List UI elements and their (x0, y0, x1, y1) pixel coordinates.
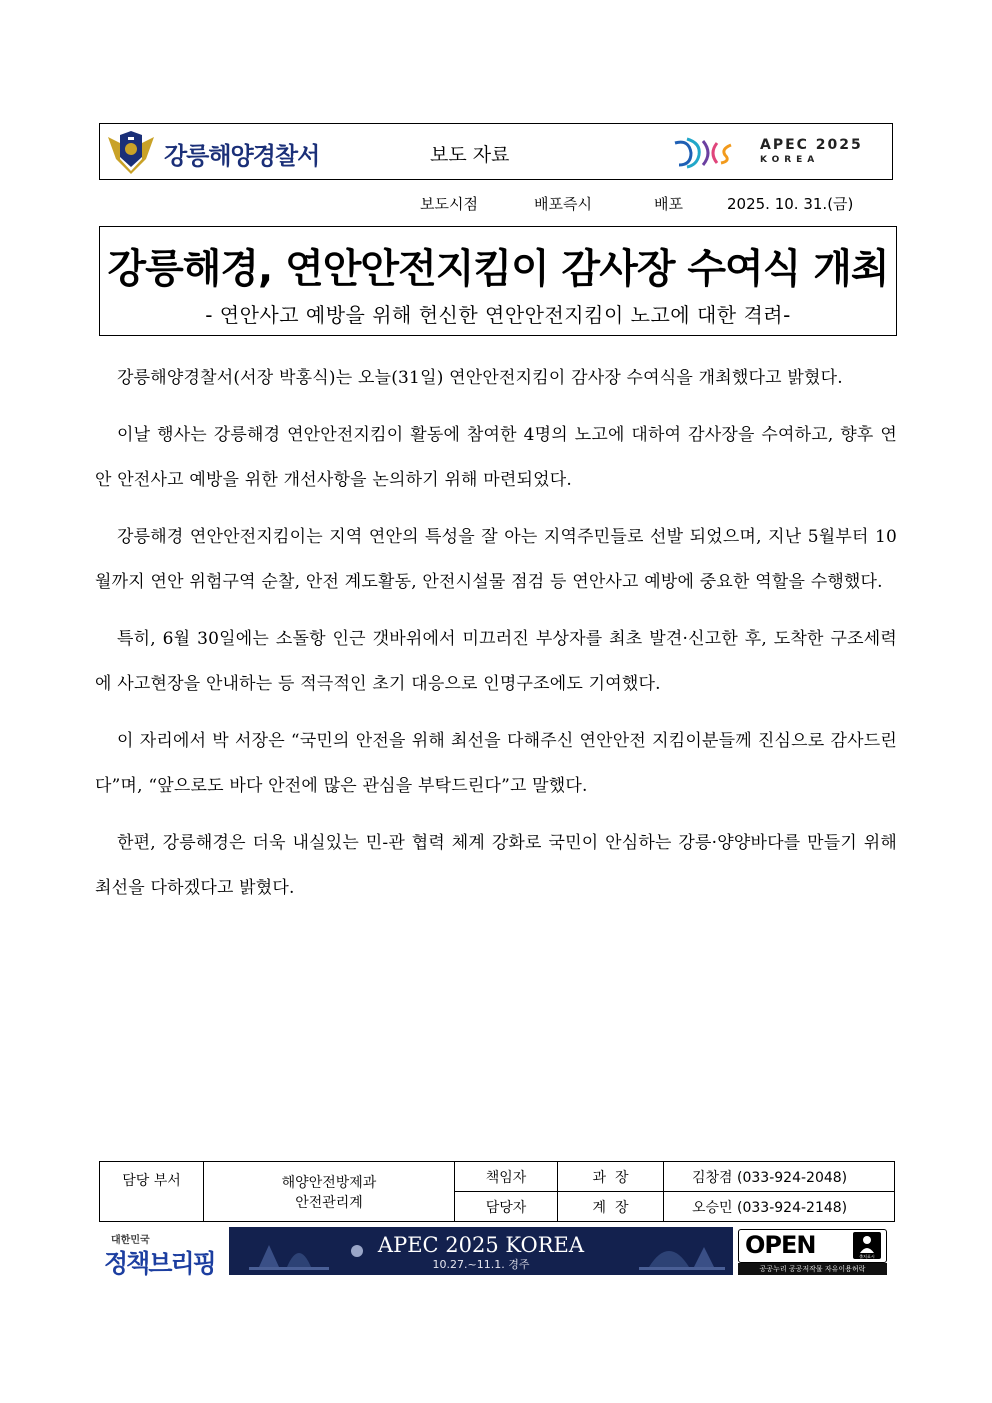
attribution-icon (853, 1232, 881, 1259)
title-cell: 과 장 (558, 1162, 664, 1192)
attribution-icon-label: 출처표시 (859, 1254, 875, 1259)
banner-date: 10.27.~11.1. 경주 (432, 1258, 530, 1271)
coast-guard-emblem-icon (106, 129, 156, 175)
open-text: OPEN (745, 1231, 816, 1259)
contact-table (99, 1161, 895, 1222)
paragraph: 한편, 강릉해경은 더욱 내실있는 민-관 협력 체계 강화로 국민이 안심하는 강릉·양양바다를 만들기 위해 최선을 다하겠다고 밝혔다. (95, 832, 897, 898)
apec-banner (229, 1227, 733, 1275)
paragraph: 특히, 6월 30일에는 소돌항 인근 갯바위에서 미끄러진 부상자를 최초 발견·신고한 후, 도착한 구조세력에 사고현장을 안내하는 등 적극적인 초기 대응으로 인명구조에도 기여했다. (95, 628, 897, 694)
paragraph: 강릉해경 연안안전지킴이는 지역 연안의 특성을 잘 아는 지역주민들로 선발 되었으며, 지난 5월부터 10월까지 연안 위험구역 순찰, 안전 계도활동, 안전시설물 점검 등 연안사고 예방에 중요한 역할을 수행했다. (95, 526, 897, 592)
agency-name: 강릉해양경찰서 (164, 142, 320, 170)
dept-name: 해양안전방제과 (281, 1174, 377, 1191)
person-cell: 김창겸 (033-924-2048) (664, 1162, 895, 1192)
table-row (100, 1162, 895, 1192)
sub-title: - 연안사고 예방을 위해 헌신한 연안안전지킴이 노고에 대한 격려- (205, 303, 791, 327)
press-release-label: 보도 자료 (430, 144, 510, 166)
role-cell: 담당자 (455, 1192, 558, 1222)
release-time-value: 배포즉시 (534, 195, 592, 213)
apec-logo-icon (673, 133, 735, 171)
release-time-label: 보도시점 (420, 195, 478, 213)
role-cell: 책임자 (455, 1162, 558, 1192)
paragraph: 이 자리에서 박 서장은 “국민의 안전을 위해 최선을 다해주신 연안안전 지킴이분들께 진심으로 감사드린다”며, “앞으로도 바다 안전에 많은 관심을 부탁드린다”고 말했다. (95, 730, 897, 796)
release-date: 2025. 10. 31.(금) (727, 195, 854, 213)
banner-title: APEC 2025 KOREA (377, 1233, 585, 1257)
paragraph: 강릉해양경찰서(서장 박홍식)는 오늘(31일) 연안안전지킴이 감사장 수여식을 개최했다고 밝혔다. (117, 368, 843, 388)
header-box (99, 123, 893, 180)
distribution-label: 배포 (654, 195, 683, 213)
briefing-logo: 정책브리핑 (104, 1249, 215, 1278)
title-cell: 계 장 (558, 1192, 664, 1222)
article-body (95, 356, 897, 923)
kogl-open-badge (738, 1229, 887, 1275)
dept-cell (204, 1162, 455, 1222)
dept-team: 안전관리계 (295, 1194, 363, 1211)
person-cell: 오승민 (033-924-2148) (664, 1192, 895, 1222)
title-box (99, 226, 897, 336)
apec-subtitle: KOREA (760, 155, 820, 165)
paragraph: 이날 행사는 강릉해경 연안안전지킴이 활동에 참여한 4명의 노고에 대하여 감사장을 수여하고, 향후 연안 안전사고 예방을 위한 개선사항을 논의하기 위해 마련되었다. (95, 424, 897, 490)
apec-title: APEC 2025 (760, 137, 863, 153)
main-title: 강릉해경, 연안안전지킴이 감사장 수여식 개최 (107, 246, 889, 292)
briefing-small-text: 대한민국 (111, 1235, 150, 1246)
dept-label: 담당 부서 (100, 1162, 204, 1222)
open-caption: 공공누리 공공저작물 자유이용허락 (759, 1265, 866, 1273)
